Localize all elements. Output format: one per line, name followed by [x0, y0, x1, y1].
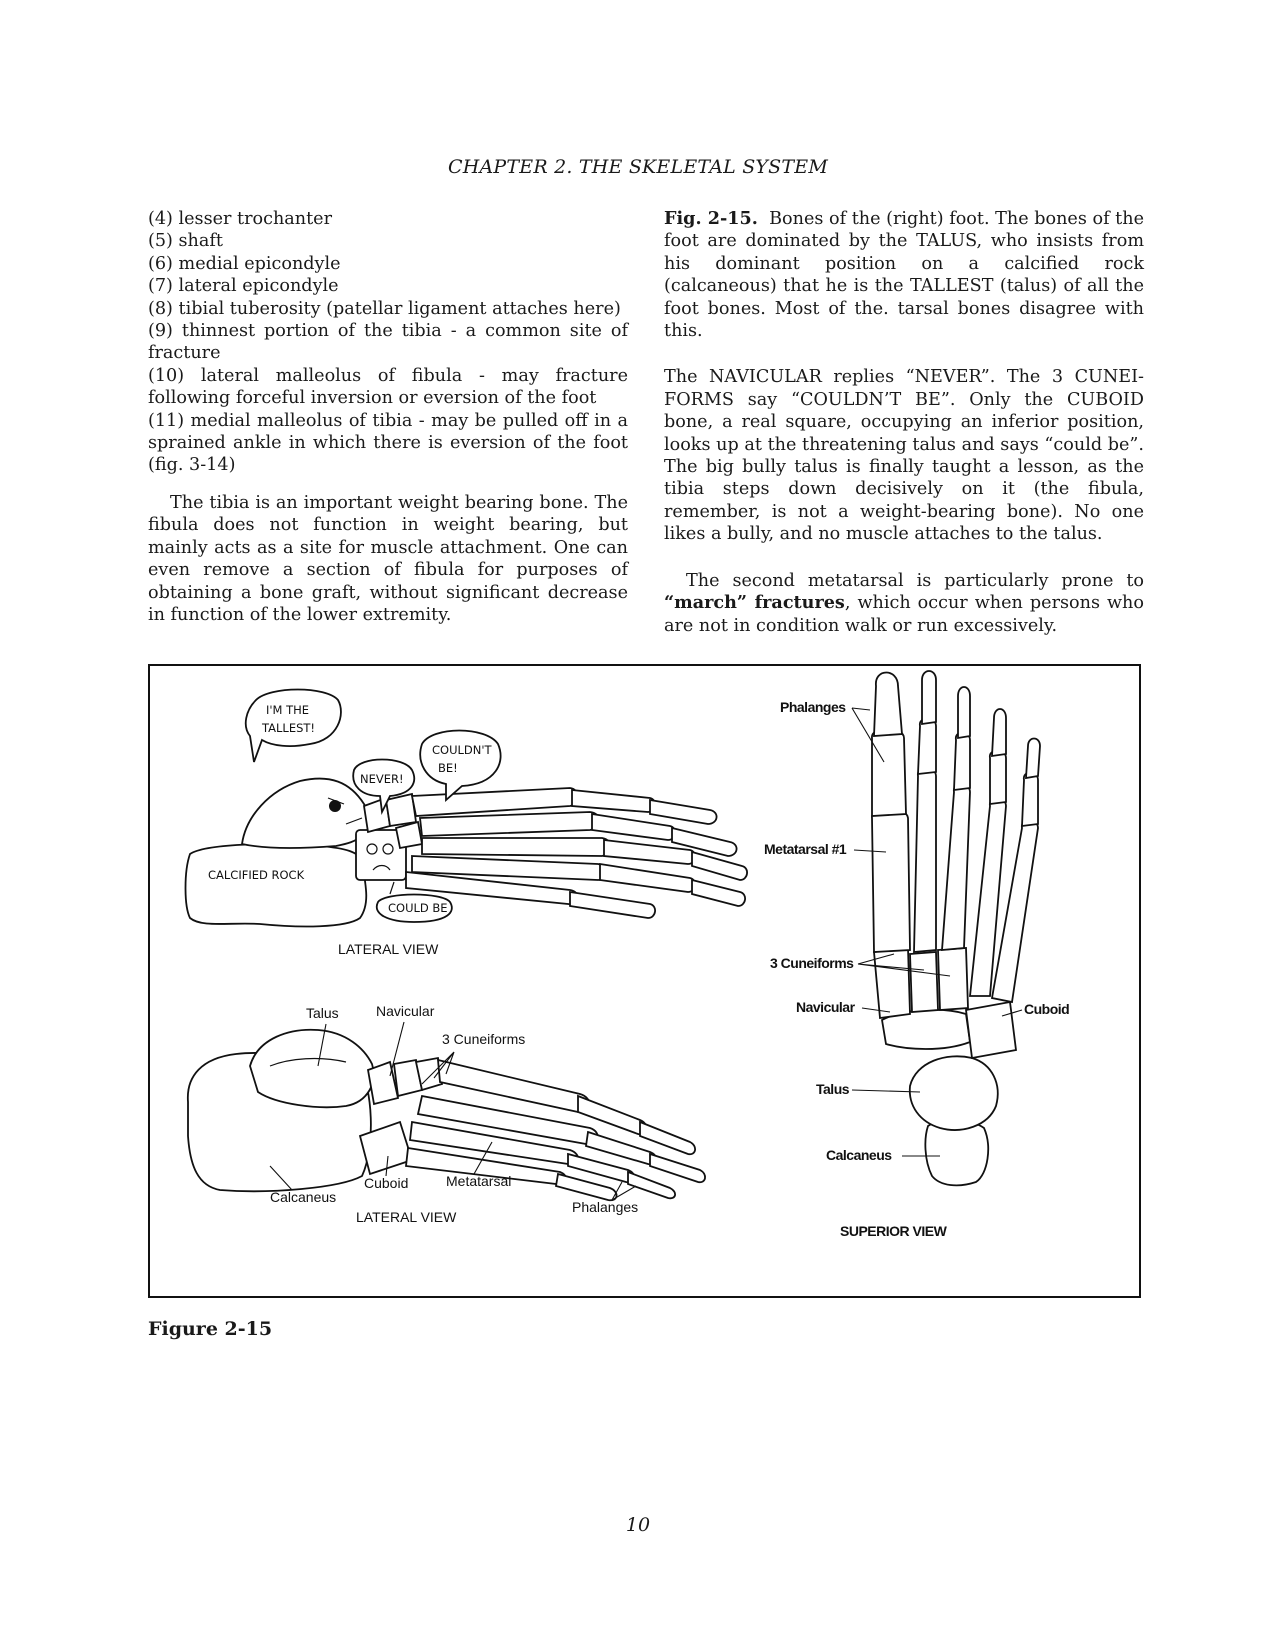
- bubble-tallest-line1: I'M THE: [266, 703, 310, 717]
- list-item: (7) lateral epicondyle: [148, 276, 339, 297]
- bubble-tallest-line2: TALLEST!: [262, 721, 316, 735]
- bubble-could-be-text: COULD BE: [388, 901, 448, 915]
- superior-label-navicular: Navicular: [796, 999, 855, 1015]
- list-item: (5) shaft: [148, 231, 223, 252]
- list-item: (4) lesser trochanter: [148, 209, 332, 229]
- cartoon-view-label: LATERAL VIEW: [338, 941, 439, 957]
- superior-label-cuboid: Cuboid: [1024, 1001, 1070, 1017]
- list-item: (10) lateral malleolus of fibula - may fracture following forceful inversion or eversion of the foot: [148, 365, 628, 409]
- tibia-paragraph: The tibia is an important weight bearing bone. The fibula does not function in weight bearing, but mainly acts as a site for muscle attachment. One can even remove a section of fibula for purposes of obtaining a bone graft, without significant decrease in function of the lower extremity.: [148, 492, 628, 625]
- superior-label-metatarsal-1: Metatarsal #1: [764, 841, 847, 857]
- superior-cuboid-shape: [966, 1002, 1016, 1058]
- navicular-paragraph: The NAVICULAR replies “NEVER”. The 3 CUNEI-FORMS say “COULDN’T BE”. Only the CUBOID bone, a real square, occupying an inferior position, looks up at the threatening talus and says “could be”. The big bully talus is finally taught a lesson, as the tibia steps down decisively on it (the fibula, remember, is not a weight-bearing bone). No one likes a bully, and no muscle attaches to the talus.: [664, 367, 1144, 545]
- superior-label-phalanges: Phalanges: [780, 699, 846, 715]
- fig-description: [664, 208, 1144, 342]
- cartoon-cuneiform-shape: [396, 822, 422, 848]
- right-column: [664, 208, 1144, 637]
- para-text: , which occur when persons who are not in condition walk or run excessively.: [664, 593, 1144, 636]
- detailed-lateral-view: [188, 1003, 705, 1225]
- figure-caption: Figure 2-15: [148, 1318, 273, 1340]
- label-3-cuneiforms: 3 Cuneiforms: [442, 1031, 526, 1047]
- foot-bones-illustration: [150, 666, 1139, 1296]
- label-calcaneus: Calcaneus: [270, 1189, 337, 1205]
- chapter-header: CHAPTER 2. THE SKELETAL SYSTEM: [448, 156, 828, 178]
- lateral-view-label: LATERAL VIEW: [356, 1209, 457, 1225]
- label-talus: Talus: [306, 1005, 339, 1021]
- superior-label-3-cuneiforms: 3 Cuneiforms: [770, 955, 854, 971]
- lateral-navicular-shape: [368, 1062, 398, 1104]
- rock-label: CALCIFIED ROCK: [208, 868, 305, 882]
- lateral-talus-shape: [250, 1030, 374, 1107]
- calcified-rock-shape: [186, 844, 367, 926]
- label-cuboid: Cuboid: [364, 1175, 409, 1191]
- superior-label-calcaneus: Calcaneus: [826, 1147, 892, 1163]
- cartoon-talus-shape: [242, 779, 370, 848]
- list-item: (6) medial epicondyle: [148, 253, 341, 274]
- superior-cuneiform-shape: [938, 948, 968, 1010]
- superior-view: [764, 671, 1069, 1239]
- cartoon-cuneiform-shape: [386, 794, 416, 826]
- march-fractures-term: “march” fractures: [664, 592, 845, 614]
- march-fracture-paragraph: [664, 570, 1144, 637]
- label-metatarsal: Metatarsal: [446, 1173, 512, 1189]
- page-number: 10: [625, 1514, 651, 1536]
- fig-description-text: Bones of the (right) foot. The bones of the foot are dominated by the TALUS, who insists from his dominant position on a calcified rock (calcaneous) that he is the TALLEST (talus) of all the foot bones. Most of the. tarsal bones disagree with this.: [664, 209, 1144, 342]
- list-item: (9) thinnest portion of the tibia - a common site of fracture: [148, 321, 628, 364]
- superior-talus-shape: [910, 1056, 998, 1130]
- cartoon-lateral-view: [186, 690, 748, 958]
- figure-2-15: [148, 664, 1141, 1298]
- para-text: The second metatarsal is particularly prone to: [686, 570, 1144, 591]
- label-phalanges: Phalanges: [572, 1199, 639, 1215]
- list-item: (8) tibial tuberosity (patellar ligament attaches here): [148, 298, 621, 319]
- bubble-never-text: NEVER!: [360, 772, 404, 786]
- fig-reference: Fig. 2-15.: [664, 208, 758, 229]
- left-column: [148, 208, 628, 626]
- superior-label-talus: Talus: [816, 1081, 850, 1097]
- speech-bubble-couldnt: [420, 731, 500, 801]
- bubble-couldnt-line1: COULDN'T: [432, 743, 492, 757]
- superior-cuneiform-shape: [910, 952, 938, 1012]
- list-item: (11) medial malleolus of tibia - may be pulled off in a sprained ankle in which there is eversion of the foot (fig. 3-14): [148, 410, 628, 476]
- bubble-couldnt-line2: BE!: [438, 761, 458, 775]
- superior-view-label: SUPERIOR VIEW: [840, 1223, 947, 1239]
- label-navicular: Navicular: [376, 1003, 435, 1019]
